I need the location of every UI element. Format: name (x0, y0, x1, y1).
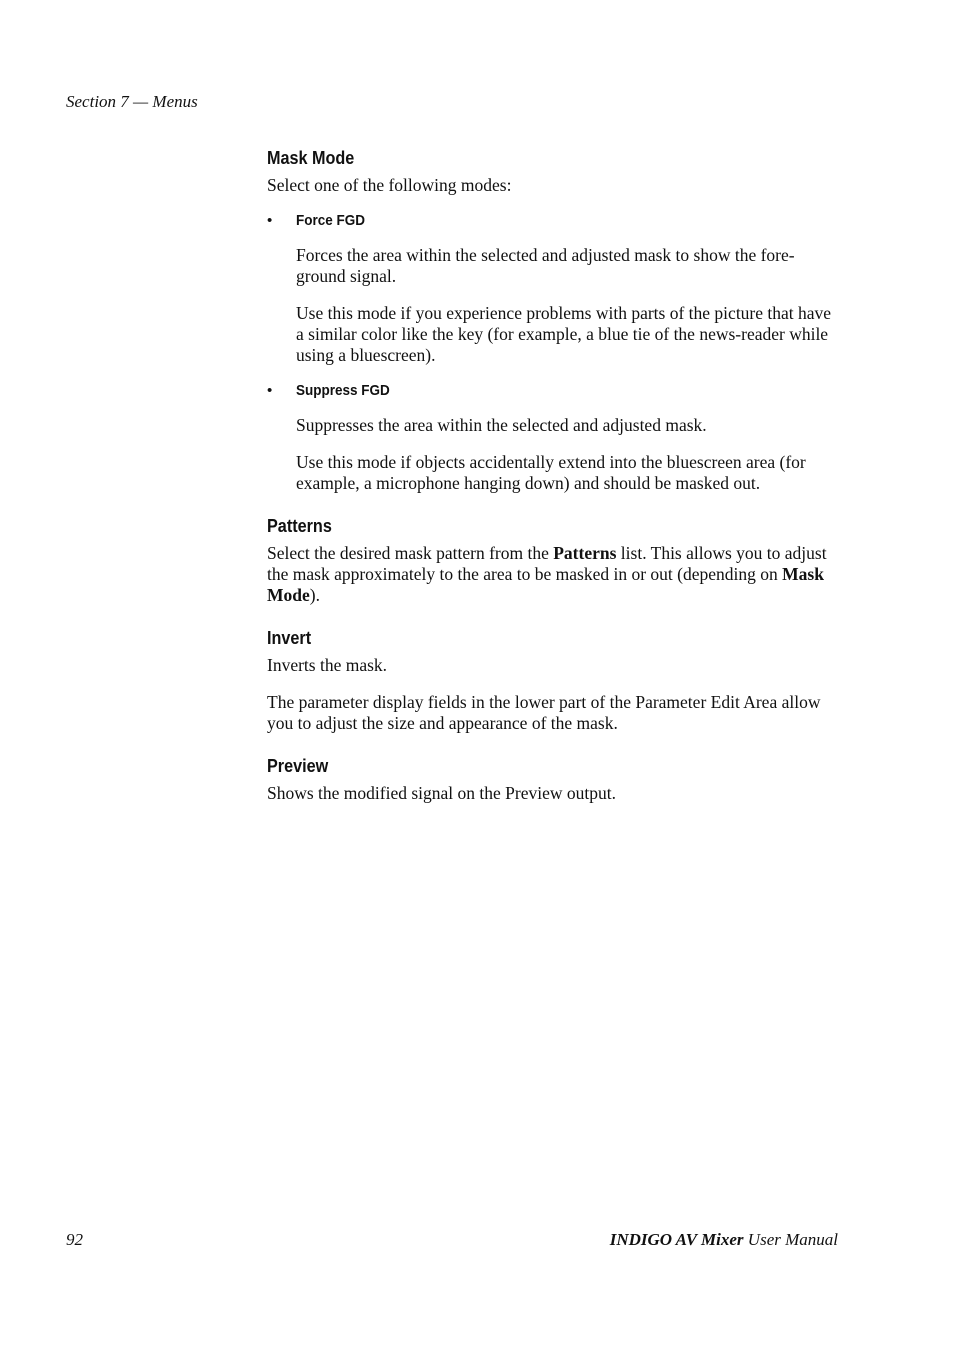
bullet-body (267, 245, 842, 366)
bold-term: Patterns (553, 543, 617, 563)
section-invert (267, 628, 842, 734)
running-header: Section 7 — Menus (66, 92, 198, 111)
bullet-suppress-fgd (267, 382, 842, 400)
bullet-label: Suppress FGD (296, 382, 390, 399)
running-footer (610, 1230, 838, 1250)
bullet-icon: • (267, 212, 273, 229)
heading-patterns: Patterns (267, 516, 332, 536)
heading-invert: Invert (267, 628, 312, 648)
paragraph: Select one of the following modes: (267, 175, 512, 195)
page-content (267, 148, 842, 826)
paragraph: Shows the modified signal on the Preview output. (267, 783, 616, 803)
manual-suffix: User Manual (743, 1230, 838, 1249)
paragraph: Use this mode if you experience problems with parts of the picture that have a similar color like the key (for example, a blue tie of the news-reader while using a bluescreen). (296, 303, 832, 365)
paragraph: Use this mode if objects accidentally extend into the bluescreen area (for example, a microphone hanging down) and should be masked out. (296, 452, 806, 493)
product-name: INDIGO AV Mixer (609, 1230, 744, 1249)
paragraph: Suppresses the area within the selected and adjusted mask. (296, 415, 707, 435)
heading-mask-mode: Mask Mode (267, 148, 355, 168)
bullet-label: Force FGD (296, 212, 366, 229)
bullet-body (267, 415, 842, 494)
bullet-force-fgd (267, 212, 842, 230)
paragraph: Forces the area within the selected and adjusted mask to show the fore-ground signal. (296, 245, 795, 286)
section-mask-mode (267, 148, 842, 494)
bold-term: Mask Mode (267, 564, 824, 605)
heading-preview: Preview (267, 756, 329, 776)
paragraph: The parameter display fields in the lower part of the Parameter Edit Area allow you to adjust the size and appearance of the mask. (267, 692, 821, 733)
section-patterns (267, 516, 842, 606)
paragraph: Select the desired mask pattern from the Patterns list. This allows you to adjust the mask approximately to the area to be masked in or out (depending on Mask Mode). (267, 543, 827, 605)
page-number: 92 (66, 1230, 83, 1249)
section-preview (267, 756, 842, 804)
paragraph: Inverts the mask. (267, 655, 388, 675)
bullet-icon: • (267, 382, 273, 399)
